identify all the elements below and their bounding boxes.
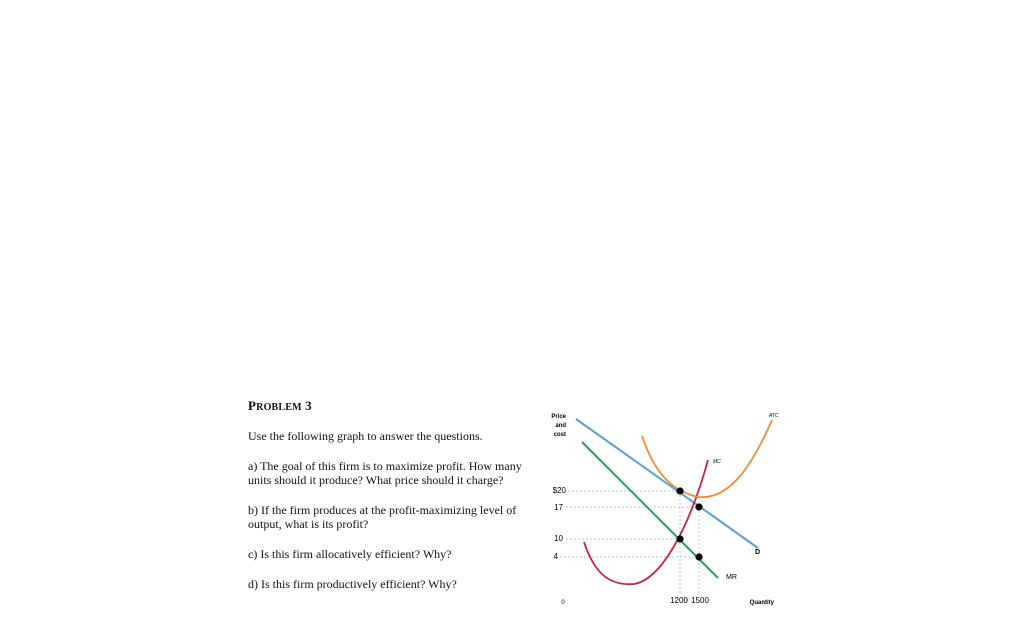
point-mr-mc-1200 — [676, 535, 683, 542]
ylabel-line-3: cost — [553, 432, 566, 438]
atc-curve — [642, 420, 772, 497]
question-b-line-2: output, what is its profit? — [248, 516, 369, 531]
problem-title-cap: P — [248, 398, 257, 413]
problem-intro: Use the following graph to answer the questions. — [248, 429, 483, 443]
question-b-line-1: b) If the firm produces at the profit-maximizing level of — [248, 503, 517, 517]
xtick-1200: 1200 — [670, 596, 688, 605]
question-a-line-1: a) The goal of this firm is to maximize profit. How many — [248, 459, 522, 473]
demand-curve — [576, 419, 758, 548]
origin-label: 0 — [561, 600, 565, 606]
atc-label: ATC — [769, 413, 779, 419]
demand-label: D — [755, 549, 761, 556]
ylabel-line-2: and — [555, 423, 566, 429]
mc-curve — [584, 460, 708, 584]
graph-svg — [538, 408, 788, 612]
economics-graph — [538, 408, 788, 612]
mc-label: MC — [713, 459, 721, 465]
ytick-10: 10 — [554, 534, 563, 543]
question-a-line-2: units should it produce? What price should it charge? — [248, 472, 504, 487]
problem-title — [248, 398, 312, 414]
xlabel: Quantity — [749, 600, 774, 606]
xtick-1500: 1500 — [691, 596, 709, 605]
point-mr-1500 — [695, 553, 702, 560]
question-a — [248, 460, 522, 487]
ytick-4: 4 — [553, 552, 558, 561]
point-demand-1500 — [695, 503, 702, 510]
point-demand-1200 — [676, 487, 683, 494]
question-c: c) Is this firm allocatively efficient? Why? — [248, 547, 452, 561]
ylabel-line-1: Price — [551, 414, 566, 420]
ytick-20: $20 — [552, 486, 566, 495]
ytick-17: 17 — [554, 503, 563, 512]
mr-label: MR — [726, 574, 737, 581]
question-b — [248, 504, 516, 531]
problem-title-number: 3 — [305, 398, 312, 413]
question-d: d) Is this firm productively efficient? Why? — [248, 577, 457, 591]
problem-title-rest: ROBLEM — [256, 402, 302, 413]
